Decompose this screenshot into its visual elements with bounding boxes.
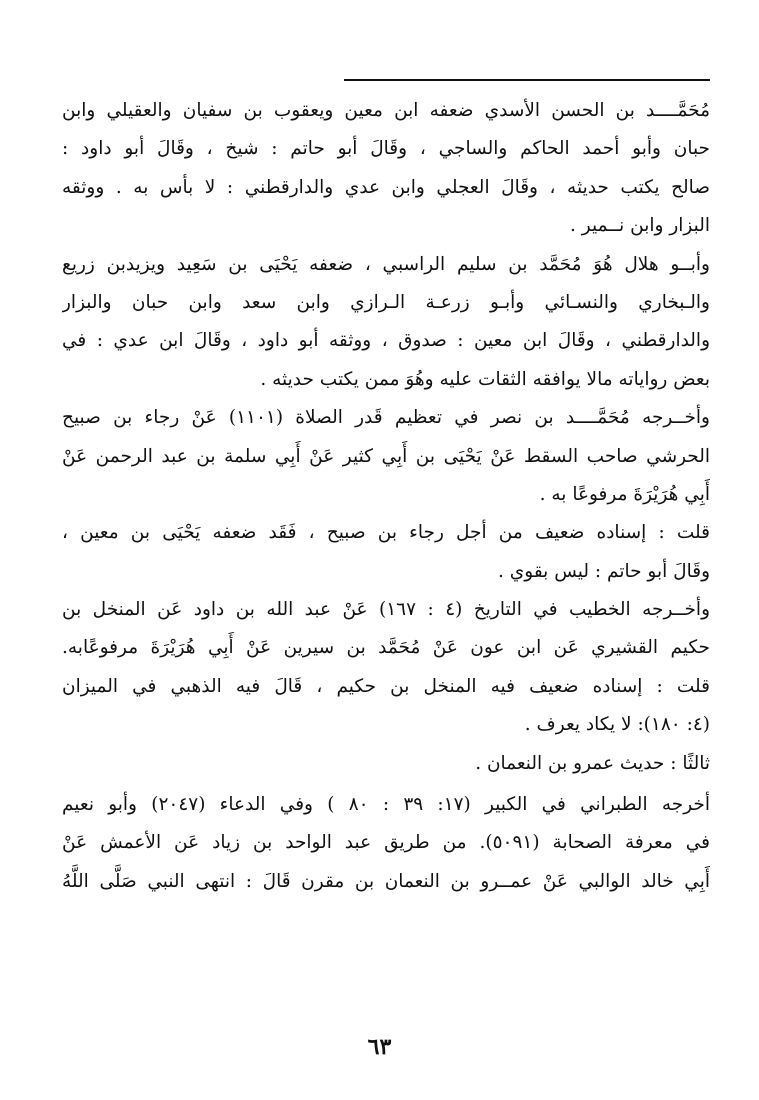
text-line: وقَالَ أبو حاتم : ليس بقوي . <box>498 560 710 582</box>
text-line: (٤: ١٨٠): لا يكاد يعرف . <box>524 714 710 736</box>
body-text <box>62 92 710 901</box>
text-line: أخرجه الطبراني في الكبير (١٧: ٣٩ : ٨٠ ) وفي الدعاء (٢٠٤٧) وأبو نعيم <box>62 794 710 816</box>
text-line: وأخــرجه مُحَمَّــــد بن نصر في تعظيم قَدر الصلاة (١١٠١) عَنْ رجاء بن صبيح <box>62 407 710 429</box>
text-line: ثالثًا : حديث عمرو بن النعمان . <box>475 752 710 774</box>
text-line: الحرشي صاحب السقط عَنْ يَحْيَى بن أَبِي كثير عَنْ أَبِي سلمة بن عبد الرحمن عَنْ <box>62 445 710 467</box>
text-line: حبان وأبو أحمد الحاكم والساجي ، وقَالَ أبو حاتم : شيخ ، وقَالَ أبو داود : <box>62 138 710 160</box>
text-line: مُحَمَّــــد بن الحسن الأسدي ضعفه ابن معين ويعقوب بن سفيان والعقيلي وابن <box>62 100 710 121</box>
text-line: والدارقطني ، وقَالَ ابن معين : صدوق ، ووثقه أبو داود ، وقَالَ ابن عدي : في <box>62 330 710 352</box>
text-line: وأخــرجه الخطيب في التاريخ (٤ : ١٦٧) عَنْ عبد الله بن داود عَن المنخل بن <box>62 599 710 621</box>
text-line: والـبخاري والنسـائي وأبـو زرعـة الـرازي وابن سعد وابن حبان والبزار <box>62 291 710 313</box>
text-line: صالح يكتب حديثه ، وقَالَ العجلي وابن عدي والدارقطني : لا بأس به . ووثقه <box>62 176 710 198</box>
text-line: بعض رواياته مالا يوافقه الثقات عليه وهُوَ ممن يكتب حديثه . <box>260 368 710 390</box>
text-line: وأبــو هلال هُوَ مُحَمَّد بن سليم الراسبي ، ضعفه يَحْيَى بن سَعِيد ويزيدبن زريع <box>62 253 710 275</box>
text-line: البزار وابن نــمير . <box>570 215 710 237</box>
text-line: أَبِي خالد الوالبي عَنْ عمــرو بن النعمان بن مقرن قَالَ : انتهى النبي صَلَّى اللَّهُ <box>62 870 710 892</box>
text-line: أَبِي هُرَيْرَةَ مرفوعًا به . <box>539 483 710 505</box>
text-line: حكيم القشيري عَن ابن عون عَنْ مُحَمَّد بن سيرين عَنْ أَبِي هُرَيْرَةَ مرفوعًابه. <box>62 637 710 659</box>
text-line: قلت : إسناده ضعيف من أجل رجاء بن صبيح ، فَقَد ضعفه يَحْيَى بن معين ، <box>62 522 710 544</box>
text-line: في معرفة الصحابة (٥٠٩١). من طريق عبد الواحد بن زياد عَن الأعمش عَنْ <box>62 832 710 854</box>
page-number: ٦٣ <box>367 1034 392 1060</box>
text-line: قلت : إسناده ضعيف فيه المنخل بن حكيم ، قَالَ فيه الذهبي في الميزان <box>62 675 710 697</box>
top-rule <box>344 79 710 81</box>
